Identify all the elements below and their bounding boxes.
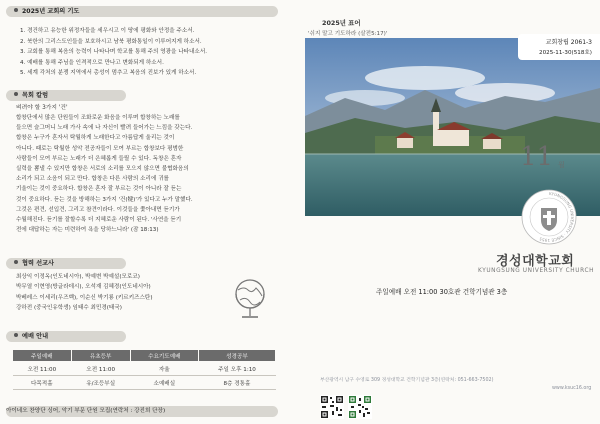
column-line: 실력을 뽐낼 수 있지만 합창은 서로의 소리를 모으지 않으면 불협화음의: [16, 166, 189, 173]
cover-panel: [300, 0, 600, 424]
qr-code-icon[interactable]: [320, 395, 344, 419]
column-line: 사람들이 모여 부르는 노래가 더 은혜롭게 들릴 수 있다. 독창은 혼자: [16, 155, 182, 162]
column-body: [16, 113, 278, 235]
column-heading: 목회 칼럼: [6, 90, 126, 101]
recruit-notice: 아이네오 찬양단 싱어, 악기 부문 단원 모집(연락처 : 강진희 단장): [6, 406, 278, 417]
prayer-item: 5. 세계 각처의 분쟁 지역에서 총성이 멈추고 복음의 진보가 있게 하소서.: [20, 70, 197, 77]
mission-item: 박무열 이현영(방글라데시), 오석재 김혜경(인도네시아): [16, 284, 151, 291]
prayer-heading: 2025년 교회의 기도: [6, 6, 278, 17]
worship-header-row: [13, 350, 276, 362]
church-address: 부산광역시 남구 수영로 309 경성대학교 건학기념관 3층(연락처: 051-663-7502): [320, 378, 494, 383]
worship-cell: 오전 11:00: [71, 362, 130, 376]
bullet-icon: [14, 333, 18, 337]
table-row: [13, 376, 276, 390]
worship-table: [12, 349, 276, 390]
month-unit: 월: [558, 161, 565, 169]
column-line: 소리가 되고 소음이 되고 만다. 합창은 다른 사람의 소리에 귀를: [16, 176, 169, 183]
mission-item: 최상익 이정옥(인도네시아), 박예변 박예설(모로코): [16, 274, 140, 280]
column-line: 기울이는 것이 중요하다. 합창은 혼자 잘 부르는 것이 아니라 잘 듣는: [16, 186, 182, 193]
mission-heading: 협력 선교사: [6, 258, 126, 269]
mission-item: 박베레스 이세리(우즈벡), 이순신 박기룡 (키르키즈스탄): [16, 294, 153, 301]
table-row: [13, 362, 276, 376]
bullet-icon: [14, 260, 18, 264]
column-line: 전에 대답하는 자는 미련하여 욕을 당하느니라' (잠 18:13): [16, 227, 159, 234]
column-title: 벼려야 할 3가지 '건': [16, 105, 68, 111]
worship-col-header: 성경공부: [198, 350, 275, 362]
worship-cell: 8층 경통홀: [198, 376, 275, 390]
motto-verse: '쉬지 말고 기도하라 (살전5:17)': [308, 31, 388, 37]
qr-code-icon[interactable]: [348, 395, 372, 419]
worship-cell: 다목적홀: [13, 376, 72, 390]
column-line: 것이 중요하다. 듣는 것을 방해하는 3가지 '건(犍)'가 있다고 누가 말했다.: [16, 196, 193, 203]
prayer-item: 2. 북한의 그리스도인들을 보호하시고 남북 평화통일이 이루어지게 하소서.: [20, 38, 202, 45]
mission-item: 강하전 (중국인유학생) 임태수 최민경(태국): [16, 304, 122, 311]
column-line: 아니다. 때로는 탁월한 성악 전공자들이 모여 부르는 합창보다 평범한: [16, 145, 184, 152]
globe-icon: [232, 276, 268, 322]
column-line: 합창단에서 많은 단원들이 조화로운 화음을 이루며 합창하는 노래를: [16, 115, 180, 121]
worship-cell: 유/조등부실: [71, 376, 130, 390]
inner-panel: [6, 6, 280, 420]
worship-col-header: 유초등부: [71, 350, 130, 362]
sunday-service-info: 주일예배 오전 11:00 30호관 건학기념관 3층: [376, 288, 508, 296]
prayer-item: 1. 경건하고 유능한 위정자들을 세우시고 이 땅에 평화와 안정을 주소서.: [20, 28, 195, 34]
column-line: 그것은 편견, 선입견, 그리고 참견이라다. 이것들을 쫓아내면 듣기가: [16, 206, 180, 213]
month-number: 11: [520, 142, 554, 172]
motto-title: 2025년 표어: [322, 19, 361, 27]
bullet-icon: [14, 92, 18, 96]
worship-cell: 주일 오후 1:10: [198, 362, 275, 376]
worship-heading: 예배 안내: [6, 331, 126, 342]
issue-date: 2025-11-30(518호): [539, 50, 592, 56]
church-website-link[interactable]: www.ksuc16.org: [552, 386, 592, 391]
worship-col-header: 주일예배: [13, 350, 72, 362]
worship-col-header: 수요기도예배: [130, 350, 198, 362]
prayer-list: [20, 26, 278, 79]
church-name: 경성대학교회: [496, 254, 575, 269]
founding-label: 교회창립 2061-3: [545, 39, 592, 46]
bullet-icon: [14, 8, 18, 12]
column-line: 합창은 누구가 혼자서 탁월하게 노래한다고 아름답게 울리는 것이: [16, 135, 175, 142]
mission-list: [16, 272, 153, 313]
emblem-ring-text: KYUNGSUNG UNIVERSITY · SINCE 1955: [538, 190, 575, 244]
column-line: 들으면 슬그머니 노래 가사 속에 나 자신이 빨려 들어가는 느낌을 갖는다.: [16, 125, 193, 132]
worship-cell: 소예배실: [130, 376, 198, 390]
university-emblem-icon: [520, 188, 578, 246]
prayer-item: 4. 예배를 통해 주님을 인격적으로 만나고 변화되게 하소서.: [20, 59, 164, 66]
worship-cell: 오전 11:00: [13, 362, 72, 376]
prayer-item: 3. 교회를 통해 복음의 능력이 나타나며 학교를 통해 주의 영광을 나타내소서.: [20, 49, 208, 56]
issue-info-box: [518, 34, 600, 60]
worship-cell: 자율: [130, 362, 198, 376]
column-line: 수월해진다. 듣기를 잘할수록 더 지혜로운 사람이 된다. '사연을 듣기: [16, 217, 182, 224]
church-name-english: KYUNGSUNG UNIVERSITY CHURCH: [478, 268, 595, 274]
